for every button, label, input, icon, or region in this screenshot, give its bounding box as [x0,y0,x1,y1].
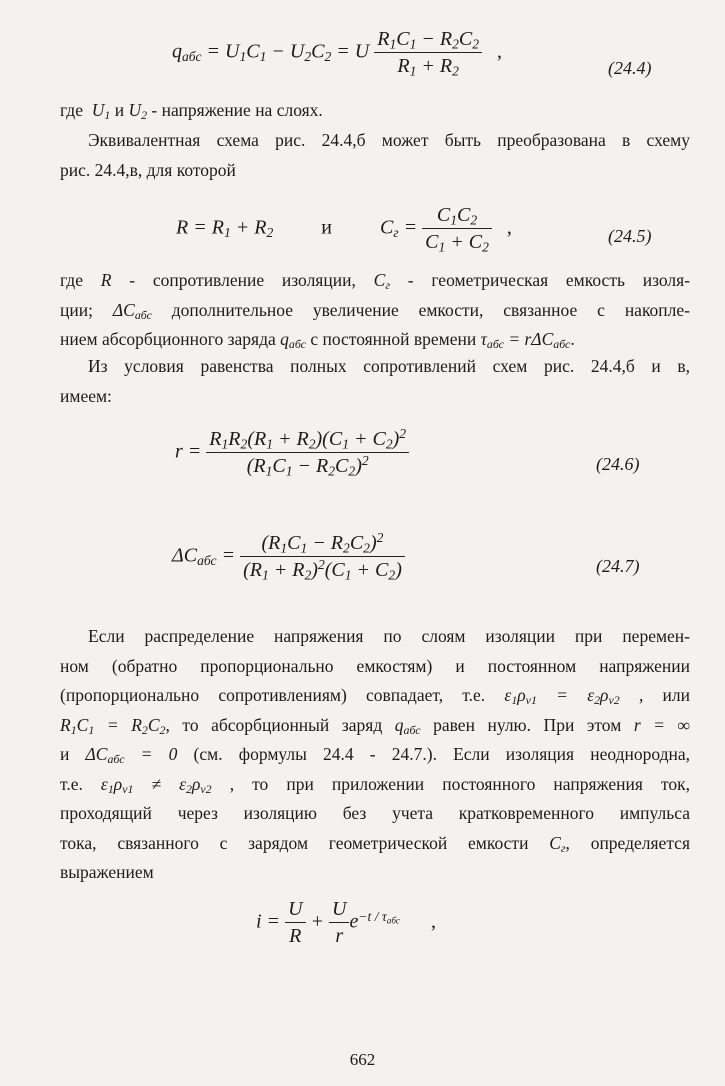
equation-24-5: $R = R_1 + R_2$ и $C_г$ = $\frac{C_1C_2}{C_1 + C_2}$ , [176,204,512,255]
equation-current: i = $\frac{U}{R}$ + $\frac{U}{r}$ $e^{-t / \tau_{абс}}$ , [256,898,436,947]
equation-24-6: r = $\frac{R_1R_2(R_1 + R_2)(C_1 + C_2)^2}{(R_1C_1 - R_2C_2)^2}$ [175,428,409,478]
page-number: 662 [349,1050,376,1069]
equation-24-7: $\Delta C_{абс}$ = $\frac{(R_1C_1 - R_2C_2)^2}{(R_1 + R_2)^2(C_1 + C_2)}$ [172,532,405,582]
equation-24-4: $q_{абс} = U_1C_1 - U_2C_2 = U$ $\frac{R_1C_1 - R_2C_2}{R_1 + R_2}$ , [172,28,503,79]
paragraph-voltage-distribution: Если распределение напряжения по слоям изоляции при перемен- ном (обратно пропорционально емкостям) и постоянном напряжении (пропорционально сопротивлениям) совпадает, т.е. $\varepsilon_1\rho_{v1} = \varepsilon_2\rho_{v2}$ , или $R_1C_1 = R_2C_2$, то абсорбционный заряд $q_{абс}$ равен нулю. При этом r = ∞ и $\Delta C_{абс} = 0$ (см. формулы 24.4 - 24.7.). Если изоляция неоднородна, т.е. $\varepsilon_1\rho_{v1} \ne \varepsilon_2\rho_{v2}$ , то при приложении постоянного напряжения ток, проходящий через изоляцию без учета кратковременного импульса тока, связанного с зарядом геометрической емкости $C_г$, определяется выражением [60,626,691,882]
paragraph-impedance: Из условия равенства полных сопротивлений схем рис. 24.4,б и в, имеем: [60,356,690,406]
equation-number-24-4: (24.4) [608,58,652,78]
equation-number-24-7: (24.7) [596,556,640,576]
paragraph-definitions: где R - сопротивление изоляции, $C_г$ - геометрическая емкость изоля- ции; $\Delta C_{абс}$ дополнительное увеличение емкости, связанное с накопле- нием абсорбционного заряда $q_{абс}$ с постоянной времени $\tau_{абс} = r\Delta C_{абс}$. [60,270,691,351]
equation-number-24-5: (24.5) [608,226,652,246]
paragraph-equivalent-scheme: Эквивалентная схема рис. 24.4,б может быть преобразована в схему рис. 24.4,в, для которой [60,130,690,180]
text-line-voltages: где $U_1$ и $U_2$ - напряжение на слоях. [60,100,323,122]
equation-number-24-6: (24.6) [596,454,640,474]
